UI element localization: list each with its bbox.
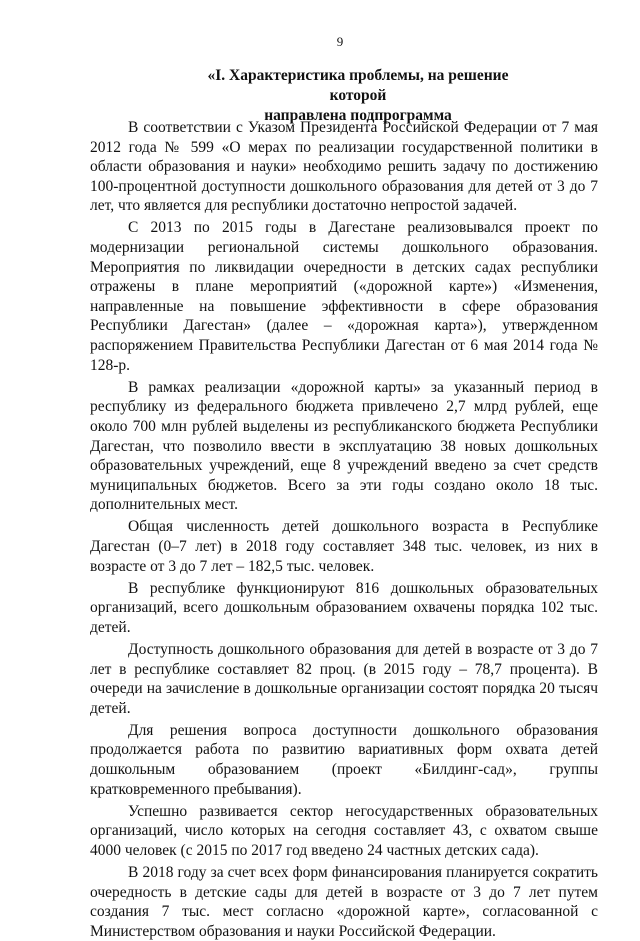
paragraph: В 2018 году за счет всех форм финансирования планируется сократить очередность в детские сады для детей в возрасте от 3 до 7 лет путем создания 7 тыс. мест согласно «дорожной карте», согласованной с Министерством образования и науки Российской Федерации. [90, 863, 598, 940]
paragraph: В рамках реализации «дорожной карты» за указанный период в республику из федерального бюджета привлечено 2,7 млрд рублей, еще около 700 млн рублей выделены из республиканского бюджета Республики Дагестан, что позволило ввести в эксплуатацию 38 новых дошкольных образовательных учреждений, еще 8 учреждений введено за счет средств муниципальных бюджетов. Всего за эти годы создано около 18 тыс. дополнительных мест. [90, 378, 598, 514]
paragraph: Для решения вопроса доступности дошкольного образования продолжается работа по развитию вариативных форм охвата детей дошкольным образованием (проект «Билдинг-сад», группы кратковременного пребывания). [90, 721, 598, 798]
paragraph: В республике функционируют 816 дошкольных образовательных организаций, всего дошкольным образованием охвачены порядка 102 тыс. детей. [90, 579, 598, 636]
section-heading-line-2: направлена подпрограмма [264, 107, 452, 124]
body-text [90, 118, 598, 941]
paragraph: Успешно развивается сектор негосударственных образовательных организаций, число которых на сегодня составляет 43, с охватом свыше 4000 человек (с 2015 по 2017 год введено 24 частных детских сада). [90, 802, 598, 859]
page-number: 9 [336, 34, 344, 49]
section-heading-line-1: «I. Характеристика проблемы, на решение которой [207, 67, 509, 104]
paragraph: Доступность дошкольного образования для детей в возрасте от 3 до 7 лет в республике составляет 82 проц. (в 2015 году – 78,7 процента). В очереди на зачисление в дошкольные организации состоят порядка 20 тысяч детей. [90, 640, 598, 717]
paragraph: В соответствии с Указом Президента Российской Федерации от 7 мая 2012 года № 599 «О мерах по реализации государственной политики в области образования и науки» необходимо решить задачу по достижению 100-процентной доступности дошкольного образования для детей от 3 до 7 лет, что является для республики достаточно непростой задачей. [90, 119, 598, 215]
section-heading [178, 66, 538, 126]
paragraph: С 2013 по 2015 годы в Дагестане реализовывался проект по модернизации региональной системы дошкольного образования. Мероприятия по ликвидации очередности в детских садах республики отражены в плане мероприятий («дорожной карте») «Изменения, направленные на повышение эффективности в сфере образования Республики Дагестан» (далее – «дорожная карта»), утвержденном распоряжением Правительства Республики Дагестан от 6 мая 2014 года № 128-р. [90, 219, 598, 374]
paragraph: Общая численность детей дошкольного возраста в Республике Дагестан (0–7 лет) в 2018 году составляет 348 тыс. человек, из них в возрасте от 3 до 7 лет – 182,5 тыс. человек. [90, 518, 598, 575]
